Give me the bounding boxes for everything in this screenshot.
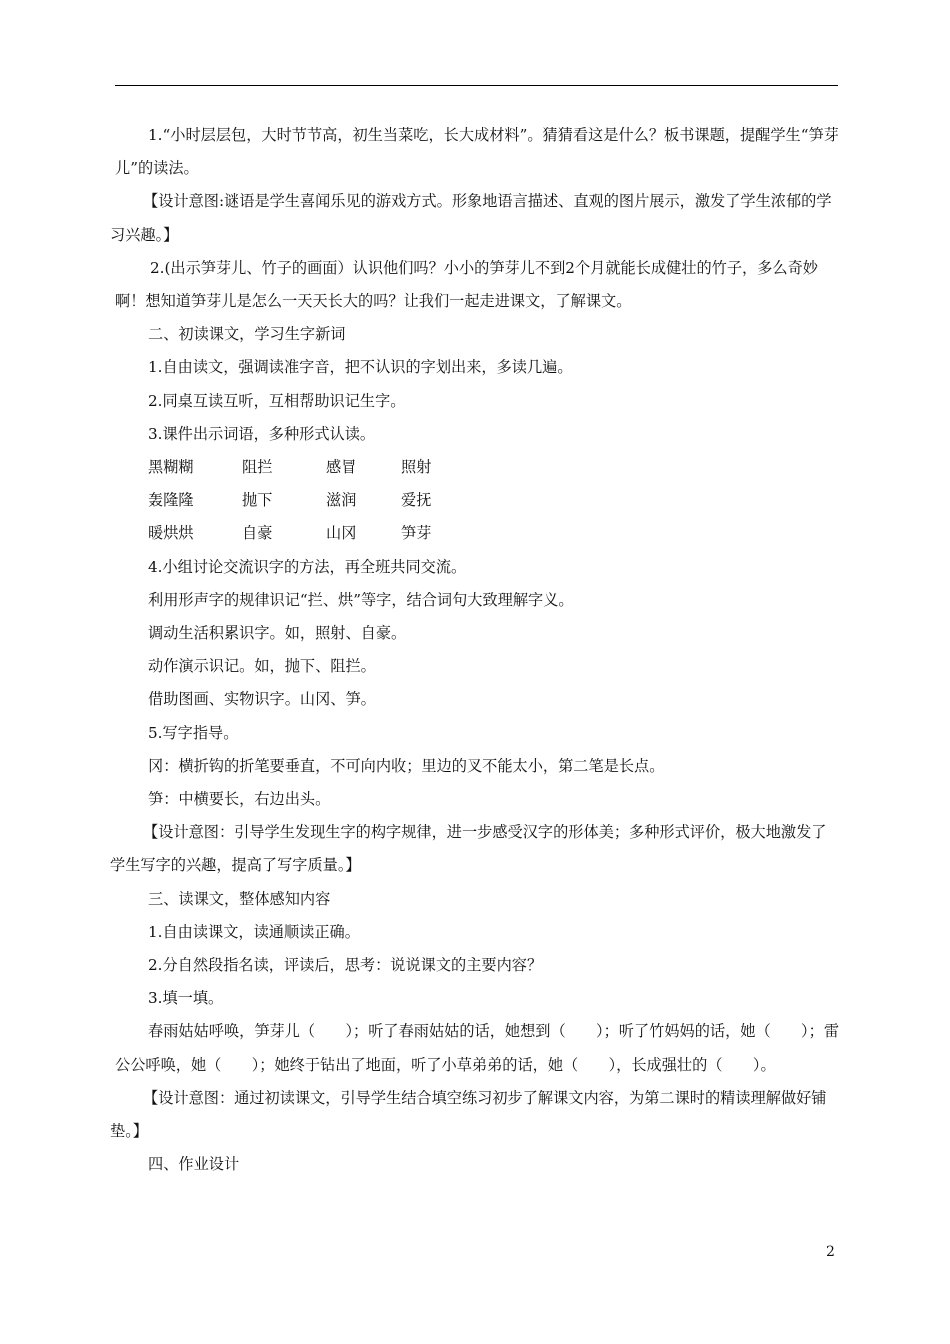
method-1: 利用形声字的规律识记“拦、烘”等字，结合词句大致理解字义。 [148,590,574,609]
writing-note-1: 冈：横折钩的折笔要垂直，不可向内收；里边的叉不能太小，第二笔是长点。 [148,756,665,775]
vocab-word: 感冒 [326,458,357,477]
reading-step-3: 3.填一填。 [148,989,224,1008]
vocab-word: 暖烘烘 [148,524,194,543]
step-2: 2.同桌互读互听，互相帮助识记生字。 [148,391,406,410]
vocab-word: 滋润 [326,491,357,510]
section-heading-4: 四、作业设计 [148,1155,240,1174]
design-intent-3: 【设计意图：通过初读课文，引导学生结合填空练习初步了解课文内容，为第二课时的精读理解做好铺垫。】 [110,1088,827,1141]
reading-step-2: 2.分自然段指名读，评读后，思考：说说课文的主要内容？ [148,956,543,975]
vocab-word: 抛下 [242,491,273,510]
method-3: 动作演示识记。如，抛下、阻拦。 [148,657,376,676]
step-4: 4.小组讨论交流识字的方法，再全班共同交流。 [148,557,467,576]
intro-paragraph: 2.(出示笋芽儿、竹子的画面）认识他们吗？小小的笋芽儿不到2个月就能长成健壮的竹子，多么奇妙啊！想知道笋芽儿是怎么一天天长大的吗？让我们一起走进课文，了解课文。 [115,258,818,311]
document-body [110,119,841,1182]
vocab-word: 黑糊糊 [148,458,194,477]
vocabulary-grid [115,451,841,551]
method-4: 借助图画、实物识字。山冈、笋。 [148,690,376,709]
method-2: 调动生活积累识字。如，照射、自豪。 [148,624,407,643]
step-1: 1.自由读文，强调读准字音，把不认识的字划出来，多读几遍。 [148,358,573,377]
section-heading-3: 三、读课文，整体感知内容 [148,889,331,908]
header-rule [115,85,838,86]
vocab-word: 爱抚 [401,491,432,510]
section-heading-2: 二、初读课文，学习生字新词 [148,325,346,344]
design-intent-1: 【设计意图:谜语是学生喜闻乐见的游戏方式。形象地语言描述、直观的图片展示，激发了学生浓郁的学习兴趣。】 [110,192,832,244]
fill-in-blank: 春雨姑姑呼唤，笋芽儿（ ）；听了春雨姑姑的话，她想到（ ）；听了竹妈妈的话，她（ ）；雷公公呼唤，她（ ）；她终于钻出了地面，听了小草弟弟的话，她（ ），长成强壮的（ ）。 [115,1022,840,1074]
vocab-word: 自豪 [242,524,273,543]
design-intent-2: 【设计意图：引导学生发现生字的构字规律，进一步感受汉字的形体美；多种形式评价，极大地激发了学生写字的兴趣，提高了写字质量。】 [110,823,827,875]
riddle-paragraph: 1.“小时层层包，大时节节高，初生当菜吃，长大成材料”。猜猜看这是什么？板书课题，提醒学生“笋芽儿”的读法。 [115,126,839,178]
reading-step-1: 1.自由读课文，读通顺读正确。 [148,922,360,941]
writing-note-2: 笋：中横要长，右边出头。 [148,790,331,809]
vocab-word: 山冈 [326,524,357,543]
vocab-word: 笋芽 [401,524,432,543]
step-3: 3.课件出示词语，多种形式认读。 [148,424,376,443]
vocab-word: 阻拦 [242,458,273,477]
vocab-word: 轰隆隆 [148,491,194,510]
vocab-word: 照射 [401,458,432,477]
page-number: 2 [826,1244,835,1260]
step-5: 5.写字指导。 [148,723,239,742]
